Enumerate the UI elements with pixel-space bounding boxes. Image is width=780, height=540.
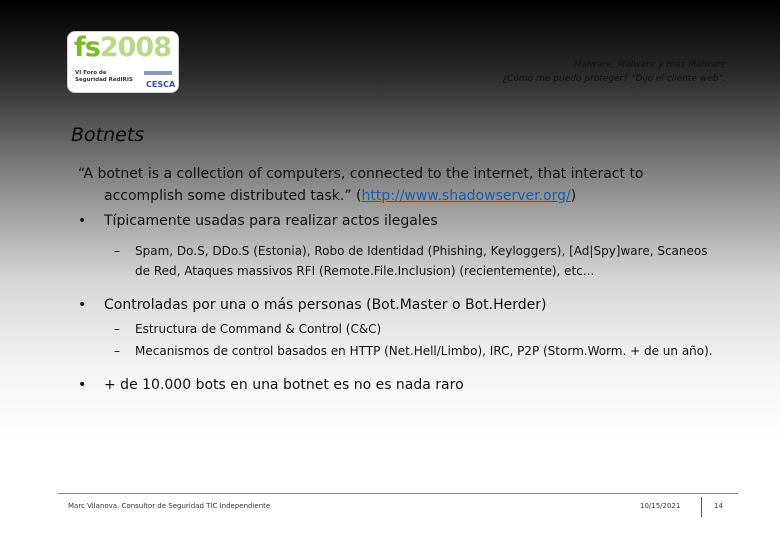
botnet-definition-quote: “A botnet is a collection of computers, connected to the internet, that interact to accomplish some distributed task.” (http://www.shadowserver.org/) [78, 166, 644, 204]
slide-title: Botnets [71, 124, 145, 146]
page-number: 14 [714, 502, 723, 510]
partner-caption-bar [144, 71, 172, 75]
footer-separator [701, 497, 702, 517]
dash-marker: – [114, 344, 120, 358]
partner-logo: CESCA [146, 80, 176, 89]
dash-marker: – [114, 244, 120, 258]
bullet-dot: • [78, 213, 87, 229]
dash-marker: – [114, 322, 120, 336]
shadowserver-link[interactable]: http://www.shadowserver.org/ [361, 188, 571, 204]
footer-author: Marc Vilanova. Consultor de Seguridad TIC Independiente [68, 502, 271, 510]
bullet-item: • + de 10.000 bots en una botnet es no es nada raro [78, 377, 464, 393]
footer-date: 10/15/2021 [640, 502, 681, 510]
logo-wordmark: fs2008 [74, 32, 171, 63]
sub-bullet-item: – Estructura de Command & Control (C&C) [78, 319, 718, 339]
footer-divider [58, 493, 738, 494]
sub-bullet-item: – Spam, Do.S, DDo.S (Estonia), Robo de Identidad (Phishing, Keyloggers), [Ad|Spy]ware, Scaneos de Red, Ataques massivos RFI (Remote.File.Inclusion) (recientemente), etc... [78, 241, 718, 281]
bullet-item: • Controladas por una o más personas (Bot.Master o Bot.Herder) [78, 297, 547, 313]
bullet-dot: • [78, 297, 87, 313]
bullet-dot: • [78, 377, 87, 393]
slide-header [502, 58, 726, 86]
header-line-1: Malware, Malware y más Malware [573, 60, 726, 70]
logo-subtitle-1: VI Foro de [75, 70, 107, 76]
slide-body [78, 163, 718, 395]
logo-subtitle-2: Seguridad RedIRIS [75, 77, 133, 83]
header-line-2: ¿Cómo me puedo proteger? “Dijo el cliente web”. [502, 74, 726, 84]
bullet-item: • Típicamente usadas para realizar actos ilegales [78, 213, 438, 229]
conference-logo [67, 31, 179, 93]
sub-bullet-item: – Mecanismos de control basados en HTTP (Net.Hell/Limbo), IRC, P2P (Storm.Worm. + de un año). [78, 341, 718, 361]
